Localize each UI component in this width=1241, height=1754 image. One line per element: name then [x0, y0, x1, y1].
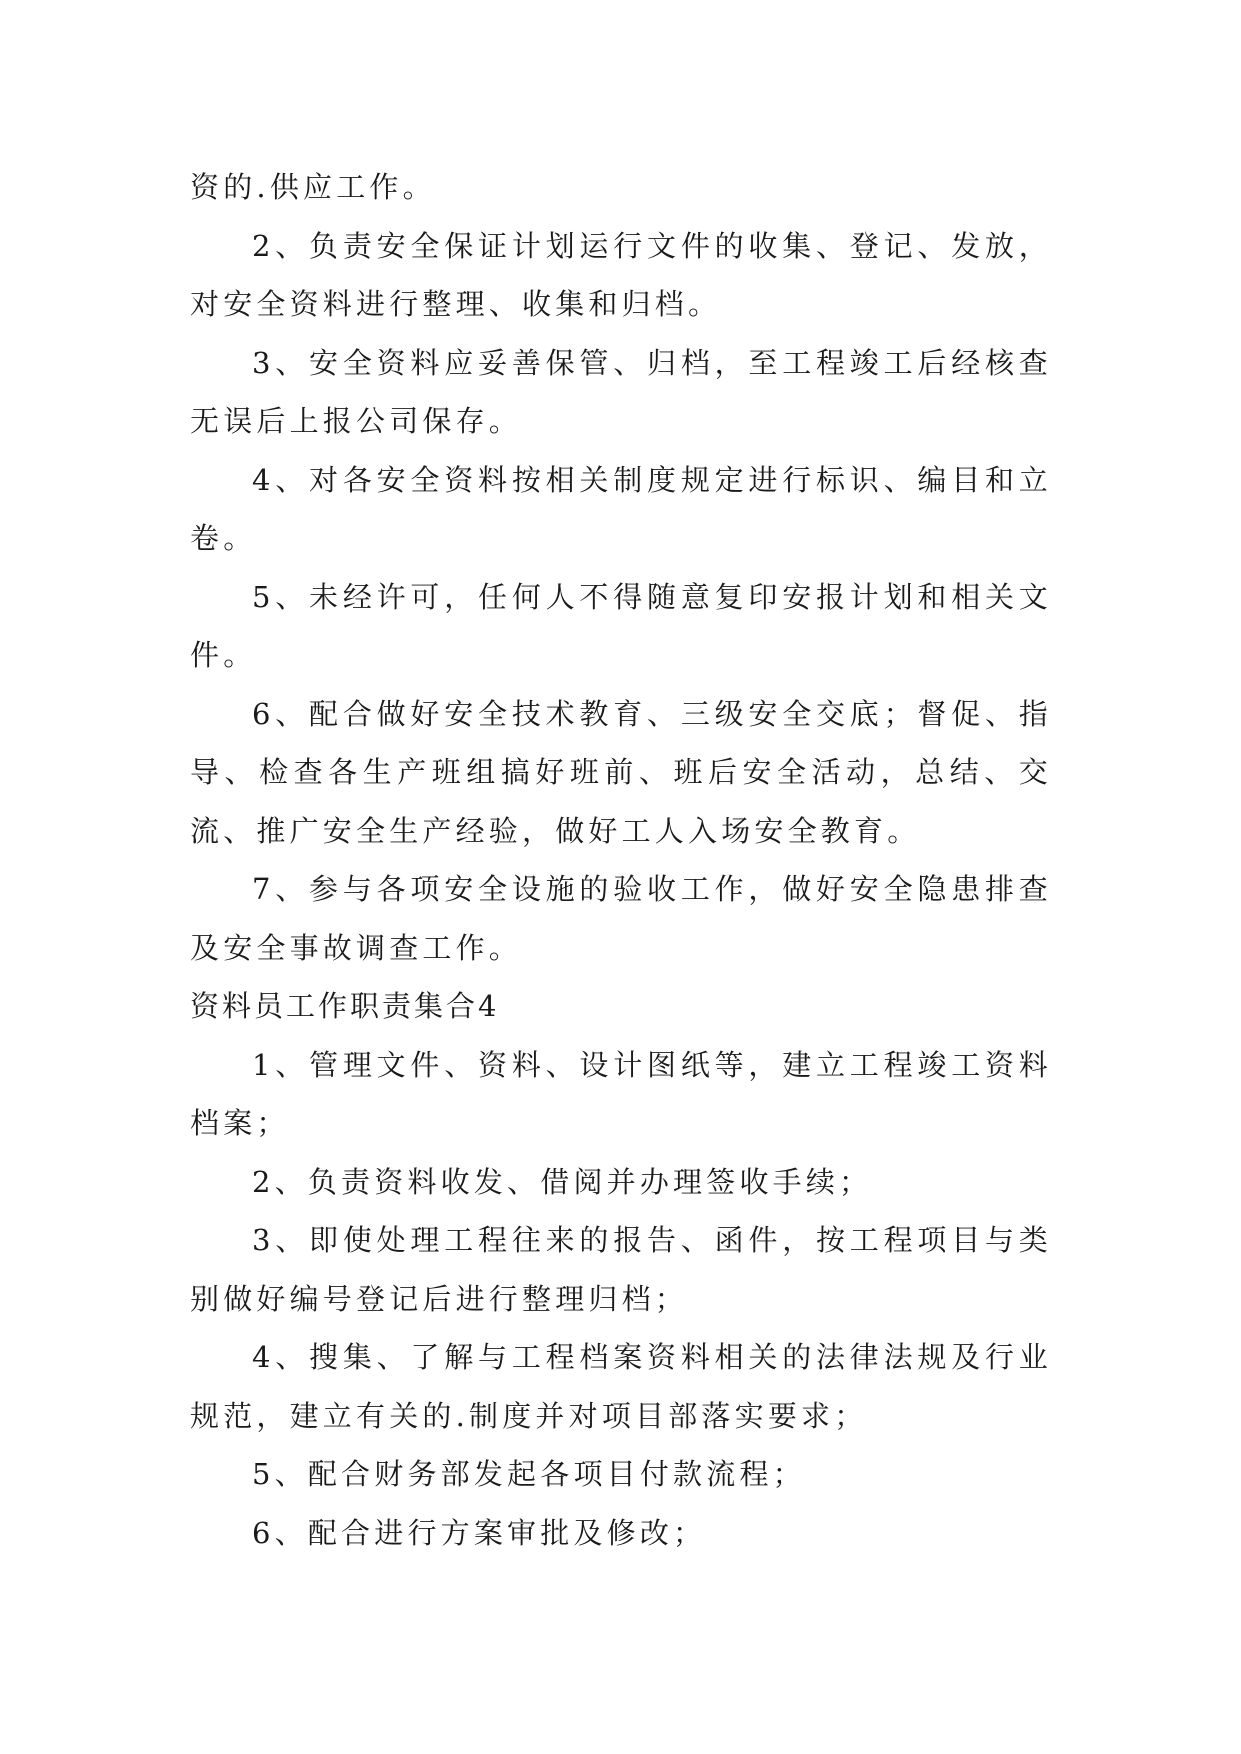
- section4-item-1: 1、管理文件、资料、设计图纸等，建立工程竣工资料档案；: [190, 1047, 1052, 1140]
- continuation-paragraph: 资的.供应工作。: [190, 170, 436, 204]
- section4-item-6: 6、配合进行方案审批及修改；: [252, 1515, 707, 1550]
- section3-item-4: 4、对各安全资料按相关制度规定进行标识、编目和立卷。: [190, 462, 1052, 555]
- section4-item-4: 4、搜集、了解与工程档案资料相关的法律法规及行业规范，建立有关的.制度并对项目部落实要求；: [190, 1340, 1052, 1433]
- section3-item-3: 3、安全资料应妥善保管、归档，至工程竣工后经核查无误后上报公司保存。: [190, 345, 1052, 438]
- section4-item-5: 5、配合财务部发起各项目付款流程；: [252, 1457, 806, 1491]
- section4-heading: 资料员工作职责集合4: [190, 989, 500, 1023]
- section3-item-5: 5、未经许可，任何人不得随意复印安报计划和相关文件。: [190, 579, 1052, 672]
- section3-item-2: 2、负责安全保证计划运行文件的收集、登记、发放，对安全资料进行整理、收集和归档。: [190, 228, 1052, 321]
- section4-item-3: 3、即使处理工程往来的报告、函件，按工程项目与类别做好编号登记后进行整理归档；: [190, 1223, 1052, 1316]
- section4-item-2: 2、负责资料收发、借阅并办理签收手续；: [252, 1164, 873, 1199]
- section3-item-6: 6、配合做好安全技术教育、三级安全交底；督促、指导、检查各生产班组搞好班前、班后安全活动，总结、交流、推广安全生产经验，做好工人入场安全教育。: [190, 696, 1052, 848]
- section3-item-7: 7、参与各项安全设施的验收工作，做好安全隐患排查及安全事故调查工作。: [190, 872, 1052, 965]
- document-body: [190, 158, 1052, 1562]
